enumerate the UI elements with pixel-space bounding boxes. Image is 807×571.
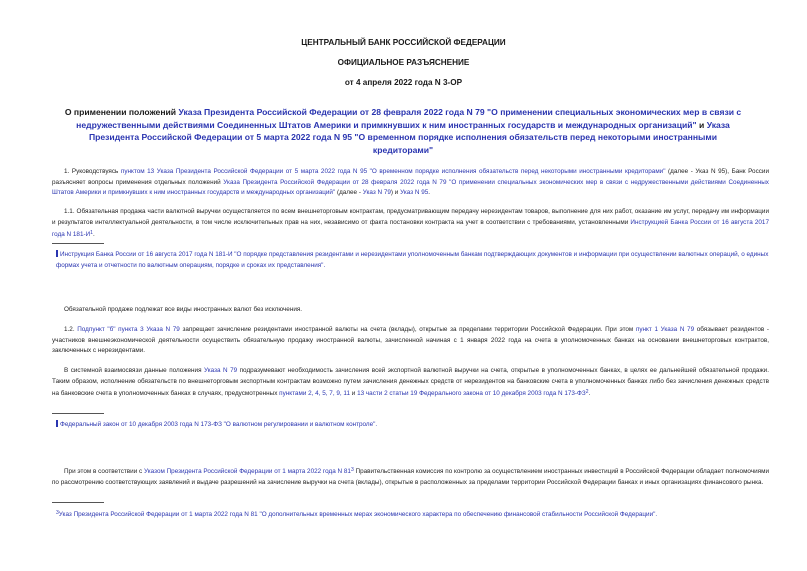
- footnote-ref-2[interactable]: 2: [585, 389, 589, 396]
- footnote-separator: [52, 413, 104, 414]
- paragraph-1-1: 1.1. Обязательная продажа части валютной выручки осуществляется по всем внешнеторговым контрактам, предусматривающим передачу нерезидентам товаров, выполнение для них работ, оказание им услуг, передачу им информации и результатов интеллектуальной деятельности, в том числе исключительных прав на них, независимо от факта постановки контракта на учет в соответствии с требованиями, установленными Инструкцией Банка России от 16 августа 2017 года N $181-И^1$.: [52, 208, 769, 239]
- link-decree-95-short[interactable]: Указ N 95: [400, 189, 429, 197]
- link-decree-79-p3b[interactable]: Подпункт "б" пункта 3 Указа N 79: [77, 326, 180, 333]
- title-link-decree-95[interactable]: Указа Президента Российской Федерации от 5 марта 2022 года N 95 "О временном порядке исполнения обязательств перед некоторыми иностранными кредиторами": [88, 119, 730, 155]
- footnote-ref-1[interactable]: 1: [90, 230, 93, 237]
- document-type-heading: ОФИЦИАЛЬНОЕ РАЗЪЯСНЕНИЕ: [337, 58, 470, 67]
- footnote-1-link[interactable]: Инструкция Банка России от 16 августа 2017 года N 181-И "О порядке представления резидентами и нерезидентами уполномоченным банкам подтверждающих документов и информации при осуществлении валютных операций, о единых формах учета и отчетности по валютным операциям, порядке и сроках их представления": [56, 251, 769, 269]
- link-decree-79-short[interactable]: Указ N 79: [362, 189, 391, 197]
- issuer-heading: ЦЕНТРАЛЬНЫЙ БАНК РОССИЙСКОЙ ФЕДЕРАЦИИ: [301, 38, 506, 47]
- link-instruction-181i[interactable]: Инструкцией Банка России от 16 августа 2017 года N 181-И: [52, 218, 769, 239]
- footnote-separator: [52, 502, 104, 503]
- footnote-ref-3[interactable]: 3: [350, 467, 354, 473]
- footnote-marker-icon: [56, 250, 58, 257]
- link-points-173fz[interactable]: пунктами 2, 4, 5, 7, 9, 11: [279, 390, 350, 398]
- footnote-1: Инструкция Банка России от 16 августа 2017 года N 181-И "О порядке представления резидентами и нерезидентами уполномоченным банкам подтверждающих документов и информации при осуществлении валютных операций, о единых формах учета и отчетности по валютным операциям, порядке и сроках их представления".: [56, 251, 769, 269]
- document-date-number: от 4 апреля 2022 года N 3-ОР: [344, 78, 463, 87]
- footnote-3-link[interactable]: Указ Президента Российской Федерации от 1 марта 2022 года N 81 "О дополнительных временных мерах экономического характера по обеспечению финансовой стабильности Российской Федерации": [58, 511, 656, 518]
- link-decree-81[interactable]: Указом Президента Российской Федерации от 1 марта 2022 года N 81: [143, 468, 351, 475]
- document-title: О применении положений Указа Президента Российской Федерации от 28 февраля 2022 года N 79 "О применении специальных экономических мер в связи с недружественными действиями Соединенных Штатов Америки и примкнувших к ним иностранных государств и международных организаций" и Указа Президента Российской Федерации от 5 марта 2022 года N 95 "О временном порядке исполнения обязательств перед некоторыми иностранными кредиторами": [64, 107, 742, 155]
- paragraph-all-currencies: Обязательной продаже подлежат все виды иностранных валют без исключения.: [64, 306, 303, 313]
- link-decree-95-p13[interactable]: пунктом 13 Указа Президента Российской Федерации от 5 марта 2022 года N 95 "О временном порядке исполнения обязательств перед некоторыми иностранными кредиторами": [120, 168, 666, 175]
- paragraph-1-2: 1.2. Подпункт "б" пункта 3 Указа N 79 запрещает зачисление резидентами иностранной валюты на счета (вклады), открытые за пределами территории Российской Федерации. При этом пункт 1 Указа N 79 обязывает резидентов - участников внешнеэкономической деятельности осуществить обязательную продажу иностранной валюты, зачисленной начиная с 1 января 2022 года на счета в уполномоченных банках на основании внешнеторговых контрактов, заключенных с нерезидентами.: [52, 326, 769, 355]
- footnote-3-number: 3: [56, 510, 59, 516]
- footnote-3: $^3$Указ Президента Российской Федерации от 1 марта 2022 года N 81 "О дополнительных временных мерах экономического характера по обеспечению финансовой стабильности Российской Федерации".: [56, 510, 658, 518]
- link-decree-79-p1[interactable]: пункт 1 Указа N 79: [635, 326, 695, 333]
- link-decree-79-sys[interactable]: Указа N 79: [203, 367, 238, 374]
- footnote-separator: [52, 243, 104, 244]
- title-link-decree-79[interactable]: Указа Президента Российской Федерации от 28 февраля 2022 года N 79 "О применении специальных экономических мер в связи с недружественными действиями Соединенных Штатов Америки и примкнувших к ним иностранных государств и международных организаций": [76, 107, 742, 130]
- footnote-2-link[interactable]: Федеральный закон от 10 декабря 2003 года N 173-ФЗ "О валютном регулировании и валютном контроле": [60, 421, 376, 428]
- link-law-173fz[interactable]: 13 части 2 статьи 19 Федерального закона от 10 декабря 2003 года N 173-ФЗ: [357, 390, 586, 398]
- footnote-2: Федеральный закон от 10 декабря 2003 года N 173-ФЗ "О валютном регулировании и валютном контроле".: [56, 420, 769, 431]
- paragraph-1: 1. Руководствуясь пунктом 13 Указа Президента Российской Федерации от 5 марта 2022 года N 95 "О временном порядке исполнения обязательств перед некоторыми иностранными кредиторами" (далее - Указ N 95), Банк России разъясняет вопросы применения отдельных положений Указа Президента Российской Федерации от 28 февраля 2022 года N 79 "О применении специальных экономических мер в связи с недружественными действиями Соединенных Штатов Америки и примкнувших к ним иностранных государств и международных организаций" (далее - Указ N 79) и Указ N 95.: [52, 168, 770, 197]
- paragraph-system-link: В системной взаимосвязи данные положения Указа N 79 подразумевают необходимость зачисления всей экспортной валютной выручки на счета, открытые в уполномоченных банках, в целях ее дальнейшей обязательной продажи. Таким образом, исполнение обязательств по внешнеторговым экспортным контрактам возможно путем зачисления денежных средств от нерезидентов на банковские счета в уполномоченных банках либо без зачисления денежных средств на банковские счета в уполномоченных банках в случаях, предусмотренных пунктами 2, 4, 5, 7, 9, 11 и 13 части 2 статьи 19 Федерального закона от 10 декабря 2003 года N $173-ФЗ^2$.: [52, 367, 769, 398]
- paragraph-government-commission: При этом в соответствии с Указом Президента Российской Федерации от 1 марта 2022 года N $81^3$ Правительственная комиссия по контролю за осуществлением иностранных инвестиций в Российской Федерации обладает полномочиями по рассмотрению соответствующих заявлений и выдаче разрешений на зачисление выручки на счета (вклады), открытые в расположенных за пределами территории Российской Федерации банках и иных организациях финансового рынка.: [52, 467, 770, 486]
- footnote-marker-icon: [56, 420, 58, 427]
- link-decree-79[interactable]: Указа Президента Российской Федерации от 28 февраля 2022 года N 79 "О применении специальных экономических мер в связи с недружественными действиями Соединенных Штатов Америки и примкнувших к ним иностранных государств и международных организаций": [52, 178, 769, 197]
